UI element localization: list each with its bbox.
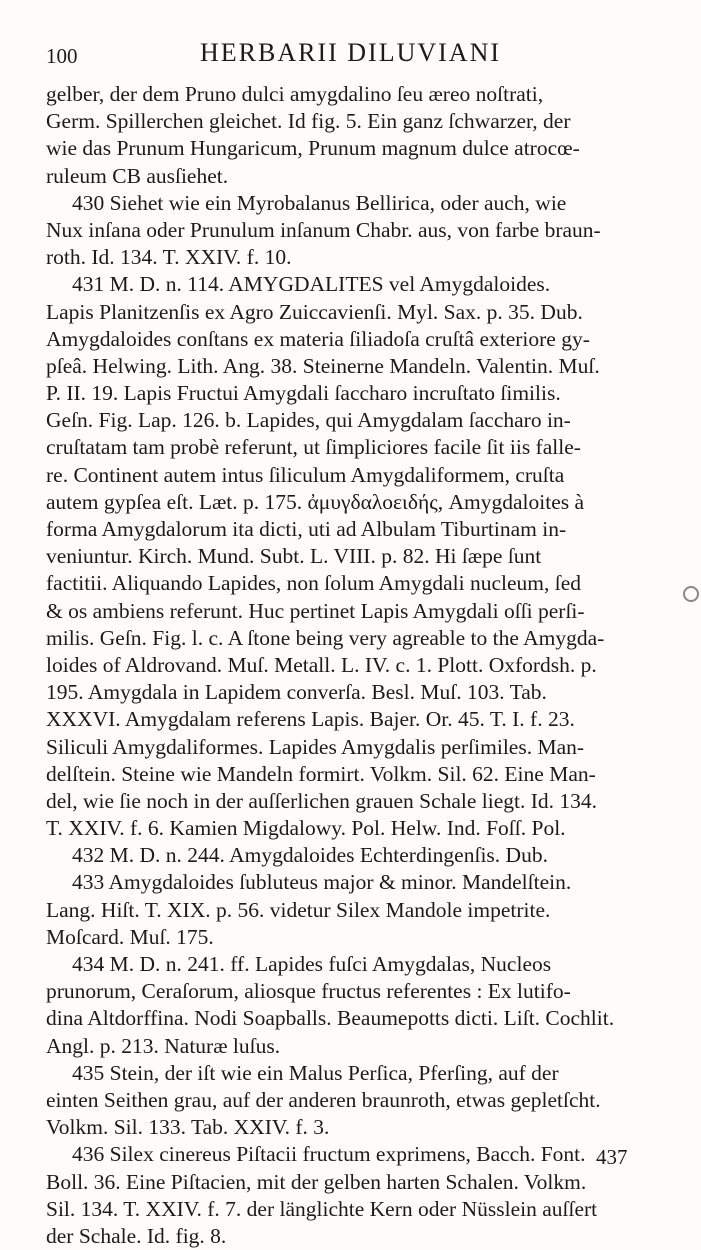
text-line: Lang. Hiſt. T. XIX. p. 56. videtur Silex Mandole impetrite. [46, 897, 551, 922]
text-line: Geſn. Fig. Lap. 126. b. Lapides, qui Amygdalam ſaccharo in- [46, 408, 571, 433]
text-line: Nux inſana oder Prunulum inſanum Chabr. aus, von farbe braun- [46, 217, 601, 242]
text-line: Boll. 36. Eine Piſtacien, mit der gelben harten Schalen. Volkm. [46, 1169, 587, 1194]
page-number: 100 [46, 44, 78, 68]
text-line: wie das Prunum Hungaricum, Prunum magnum dulce atrocœ- [46, 136, 580, 161]
text-line: 195. Amygdala in Lapidem converſa. Besl. Muſ. 103. Tab. [46, 680, 547, 705]
text-line: veniuntur. Kirch. Mund. Subt. L. VIII. p. 82. Hi ſæpe ſunt [46, 544, 542, 569]
text-line: 433 Amygdaloides ſubluteus major & minor. Mandelſtein. [72, 870, 572, 895]
text-line: T. XXIV. f. 6. Kamien Migdalowy. Pol. Helw. Ind. Foſſ. Pol. [46, 816, 566, 841]
text-line: 431 M. D. n. 114. AMYGDALITES vel Amygdaloides. [72, 272, 551, 297]
text-line: P. II. 19. Lapis Fructui Amygdali ſaccharo incruſtato ſimilis. [46, 381, 561, 406]
text-line: milis. Geſn. Fig. l. c. A ſtone being very agreable to the Amygda- [46, 625, 605, 650]
text-line: einten Seithen grau, auf der anderen braunroth, etwas gepletſcht. [46, 1087, 601, 1112]
text-line: 430 Siehet wie ein Myrobalanus Bellirica, oder auch, wie [72, 190, 567, 215]
text-line: 434 M. D. n. 241. ff. Lapides fuſci Amygdalas, Nucleos [72, 952, 552, 976]
catchword: 437 [596, 1145, 628, 1169]
text-line: Moſcard. Muſ. 175. [46, 924, 214, 949]
text-line: factitii. Aliquando Lapides, non ſolum Amygdali nucleum, ſed [46, 571, 582, 596]
text-line: del, wie ſie noch in der auſſerlichen grauen Schale liegt. Id. 134. [46, 788, 598, 813]
text-line: Amygdaloides conſtans ex materia ſiliadoſa cruſtâ exteriore gy- [46, 326, 590, 351]
text-line: 432 M. D. n. 244. Amygdaloides Echterdingenſis. Dub. [72, 843, 548, 868]
page-header [0, 34, 701, 74]
text-line: Lapis Planitzenſis ex Agro Zuiccavienſi. Myl. Sax. p. 35. Dub. [46, 299, 583, 324]
text-line: Sil. 134. T. XXIV. f. 7. der länglichte Kern oder Nüsslein auſſert [46, 1196, 598, 1221]
text-line: XXXVI. Amygdalam referens Lapis. Bajer. Or. 45. T. I. f. 23. [46, 707, 575, 732]
text-line: Siliculi Amygdaliformes. Lapides Amygdalis perſimiles. Man- [46, 734, 585, 759]
text-line: roth. Id. 134. T. XXIV. f. 10. [46, 245, 292, 270]
running-title: HERBARII DILUVIANI [200, 38, 502, 67]
text-line: delſtein. Steine wie Mandeln formirt. Volkm. Sil. 62. Eine Man- [46, 761, 596, 786]
text-line: gelber, der dem Pruno dulci amygdalino ſeu æreo noſtrati, [46, 82, 544, 106]
text-line: re. Continent autem intus ſiliculum Amygdaliformem, cruſta [46, 462, 565, 487]
text-body [46, 81, 666, 1250]
text-line: forma Amygdalorum ita dicti, uti ad Albulam Tiburtinam in- [46, 517, 567, 541]
text-line: prunorum, Ceraſorum, aliosque fructus referentes : Ex lutifo- [46, 979, 571, 1004]
text-line: Angl. p. 213. Naturæ luſus. [46, 1033, 281, 1058]
text-line: pſeâ. Helwing. Lith. Ang. 38. Steinerne Mandeln. Valentin. Muſ. [46, 353, 600, 378]
text-line: Volkm. Sil. 133. Tab. XXIV. f. 3. [46, 1115, 330, 1140]
text-line: 435 Stein, der iſt wie ein Malus Perſica, Pferſing, auf der [72, 1060, 559, 1085]
text-line: Germ. Spillerchen gleichet. Id fig. 5. Ein ganz ſchwarzer, der [46, 109, 571, 134]
text-line: & os ambiens referunt. Huc pertinet Lapis Amygdali oſſi perſi- [46, 598, 585, 623]
text-line: 436 Silex cinereus Piſtacii fructum exprimens, Bacch. Font. [72, 1142, 586, 1167]
text-line: ruleum CB ausſiehet. [46, 163, 229, 188]
text-line: loides of Aldrovand. Muſ. Metall. L. IV. c. 1. Plott. Oxfordsh. p. [46, 652, 597, 677]
margin-hole-mark [683, 586, 699, 602]
text-line: autem gypſea eſt. Læt. p. 175. ἀμυγδαλοειδής, Amygdaloites à [46, 489, 585, 514]
text-line: der Schale. Id. fig. 8. [46, 1223, 227, 1248]
text-line: dina Altdorffina. Nodi Soapballs. Beaumepotts dicti. Liſt. Cochlit. [46, 1006, 615, 1031]
text-line: cruſtatam tam probè referunt, ut ſimpliciores facile ſit iis falle- [46, 435, 581, 460]
